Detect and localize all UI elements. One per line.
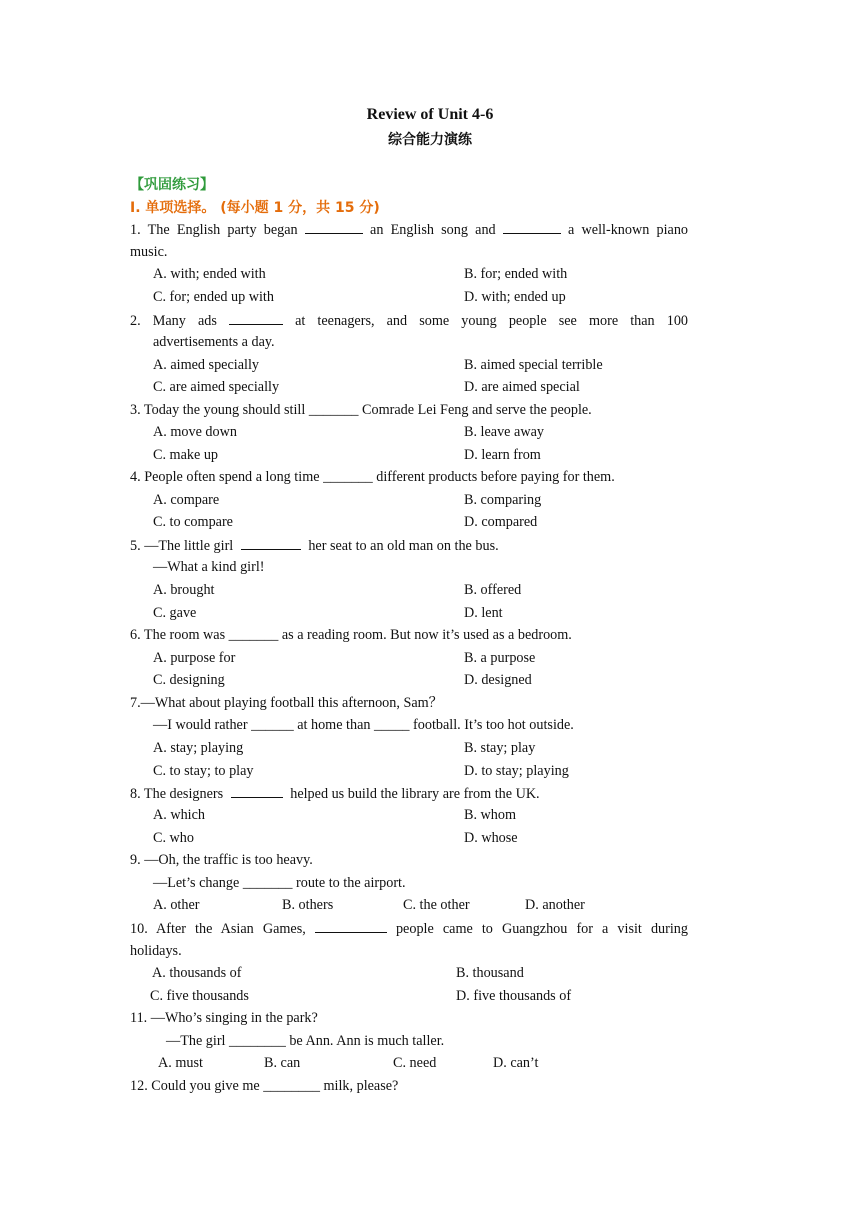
question-10-stem xyxy=(130,919,688,938)
page-title: Review of Unit 4-6 xyxy=(366,106,494,123)
option-d: D. learn from xyxy=(464,447,541,463)
option-b: B. thousand xyxy=(456,965,524,981)
question-1-stem xyxy=(130,220,688,239)
option-a: A. purpose for xyxy=(153,650,236,666)
question-5-stem-cont: —What a kind girl! xyxy=(153,559,265,575)
option-d: D. can’t xyxy=(493,1055,539,1071)
option-d: D. whose xyxy=(464,830,518,846)
question-12-stem: 12. Could you give me ________ milk, please? xyxy=(130,1078,399,1094)
option-b: B. offered xyxy=(464,582,522,598)
answer-blank xyxy=(241,536,301,550)
option-a: A. must xyxy=(158,1055,203,1071)
question-9-stem-cont: —Let’s change _______ route to the airport. xyxy=(153,875,406,891)
question-11-stem: 11. —Who’s singing in the park? xyxy=(130,1010,318,1026)
stem-part: 2. Many ads xyxy=(130,313,217,329)
option-a: A. move down xyxy=(153,424,237,440)
option-d: D. to stay; playing xyxy=(464,763,569,779)
option-c: C. gave xyxy=(153,605,197,621)
option-d: D. are aimed special xyxy=(464,379,580,395)
question-3-stem: 3. Today the young should still _______ Comrade Lei Feng and serve the people. xyxy=(130,402,592,418)
option-c: C. the other xyxy=(403,897,470,913)
option-a: A. thousands of xyxy=(152,965,242,981)
option-b: B. a purpose xyxy=(464,650,536,666)
option-a: A. compare xyxy=(153,492,220,508)
page-subtitle: 综合能力演练 xyxy=(388,132,472,148)
option-c: C. to stay; to play xyxy=(153,763,254,779)
question-2-stem-cont: advertisements a day. xyxy=(153,334,275,350)
option-c: C. are aimed specially xyxy=(153,379,280,395)
stem-part: 8. The designers xyxy=(130,786,224,802)
option-b: B. for; ended with xyxy=(464,266,568,282)
question-10-stem-cont: holidays. xyxy=(130,943,182,959)
option-a: A. with; ended with xyxy=(153,266,266,282)
question-6-stem: 6. The room was _______ as a reading room. But now it’s used as a bedroom. xyxy=(130,627,572,643)
option-b: B. whom xyxy=(464,807,517,823)
stem-part: at teenagers, and some young people see more than 100 xyxy=(295,313,689,329)
option-d: D. another xyxy=(525,897,585,913)
question-7-stem: 7.—What about playing football this afternoon, Sam？ xyxy=(130,695,443,711)
question-2-stem xyxy=(130,311,688,330)
option-d: D. designed xyxy=(464,672,532,688)
option-b: B. can xyxy=(264,1055,301,1071)
option-b: B. others xyxy=(282,897,334,913)
option-c: C. for; ended up with xyxy=(153,289,274,305)
option-c: C. designing xyxy=(153,672,225,688)
answer-blank xyxy=(503,220,561,234)
question-11-stem-cont: —The girl ________ be Ann. Ann is much taller. xyxy=(166,1033,445,1049)
part1-heading: I. 单项选择。 (每小题 1 分，共 15 分) xyxy=(130,200,380,216)
option-d: D. five thousands of xyxy=(456,988,572,1004)
answer-blank xyxy=(305,220,363,234)
question-1-stem-cont: music. xyxy=(130,244,168,260)
option-a: A. other xyxy=(153,897,200,913)
option-b: B. comparing xyxy=(464,492,542,508)
stem-part: people came to Guangzhou for a visit during xyxy=(395,921,688,937)
stem-part: a well-known piano xyxy=(568,222,689,238)
answer-blank xyxy=(229,311,283,325)
answer-blank xyxy=(315,919,387,933)
question-7-stem-cont: —I would rather ______ at home than _____ football. It’s too hot outside. xyxy=(153,717,574,733)
option-a: A. which xyxy=(153,807,206,823)
practice-heading: 【巩固练习】 xyxy=(130,177,214,193)
option-b: B. stay; play xyxy=(464,740,536,756)
question-9-stem: 9. —Oh, the traffic is too heavy. xyxy=(130,852,313,868)
stem-part: her seat to an old man on the bus. xyxy=(308,538,499,554)
option-d: D. compared xyxy=(464,514,538,530)
option-d: D. lent xyxy=(464,605,503,621)
option-c: C. make up xyxy=(153,447,219,463)
option-c: C. five thousands xyxy=(150,988,249,1004)
stem-part: an English song and xyxy=(370,222,496,238)
answer-blank xyxy=(231,784,283,798)
option-b: B. leave away xyxy=(464,424,544,440)
option-c: C. to compare xyxy=(153,514,233,530)
stem-part: 1. The English party began xyxy=(130,222,298,238)
option-a: A. stay; playing xyxy=(153,740,244,756)
question-8-stem xyxy=(130,784,540,803)
question-5-stem xyxy=(130,536,499,555)
stem-part: 5. —The little girl xyxy=(130,538,234,554)
option-d: D. with; ended up xyxy=(464,289,566,305)
stem-part: 10. After the Asian Games, xyxy=(130,921,306,937)
question-4-stem: 4. People often spend a long time _______ different products before paying for them. xyxy=(130,469,615,485)
option-c: C. who xyxy=(153,830,194,846)
option-a: A. aimed specially xyxy=(153,357,259,373)
option-a: A. brought xyxy=(153,582,215,598)
option-b: B. aimed special terrible xyxy=(464,357,603,373)
option-c: C. need xyxy=(393,1055,437,1071)
stem-part: helped us build the library are from the UK. xyxy=(290,786,540,802)
